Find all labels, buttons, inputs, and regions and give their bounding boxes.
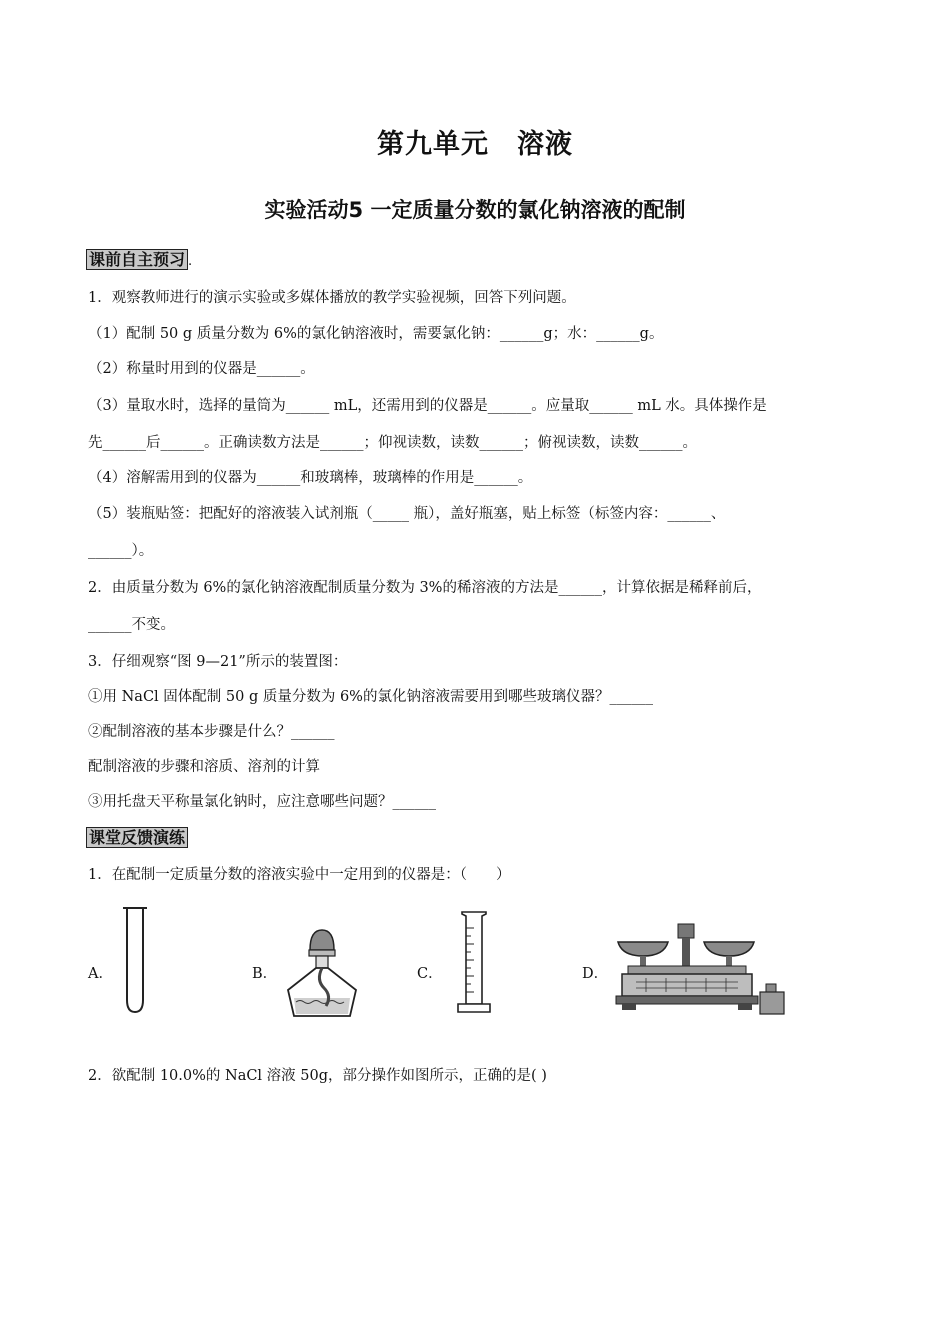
section-heading-practice: 课堂反馈演练	[86, 827, 188, 848]
page-subtitle: 实验活动5 一定质量分数的氯化钠溶液的配制	[264, 198, 686, 222]
preview-line-3: （2）称量时用到的仪器是______。	[88, 361, 315, 377]
preview-line-10: ______不变。	[88, 617, 175, 633]
preview-line-15: ③用托盘天平称量氯化钠时，应注意哪些问题？______	[88, 794, 436, 810]
preview-line-2: （1）配制 50 g 质量分数为 6%的氯化钠溶液时，需要氯化钠：______g；水：______g。	[88, 326, 664, 342]
section-heading-dot: .	[188, 254, 193, 269]
option-b-label: B．	[252, 966, 278, 982]
section-practice	[86, 828, 188, 848]
option-c-label: C．	[417, 966, 443, 982]
preview-line-11: 3．仔细观察“图 9—21”所示的装置图：	[88, 654, 348, 670]
option-d-label: D．	[582, 966, 609, 982]
graduated-cylinder-icon	[454, 908, 494, 1020]
preview-line-5: 先______后______。正确读数方法是______；仰视读数，读数______；俯视读数，读数______。	[88, 435, 697, 451]
preview-line-8: ______）。	[88, 543, 154, 559]
preview-line-9: 2．由质量分数为 6%的氯化钠溶液配制质量分数为 3%的稀溶液的方法是______，计算依据是稀释前后，	[88, 580, 762, 596]
preview-line-1: 1．观察教师进行的演示实验或多媒体播放的教学实验视频，回答下列问题。	[88, 290, 576, 306]
preview-line-6: （4）溶解需用到的仪器为______和玻璃棒，玻璃棒的作用是______。	[88, 470, 533, 486]
alcohol-lamp-icon	[282, 928, 362, 1020]
practice-question-2: 2．欲配制 10.0%的 NaCl 溶液 50g，部分操作如图所示，正确的是( )	[88, 1068, 547, 1084]
practice-question-1: 1．在配制一定质量分数的溶液实验中一定用到的仪器是：（ ）	[88, 867, 511, 883]
preview-line-4: （3）量取水时，选择的量筒为______ mL，还需用到的仪器是______。应量取______ mL 水。具体操作是	[88, 398, 767, 414]
preview-line-12: ①用 NaCl 固体配制 50 g 质量分数为 6%的氯化钠溶液需要用到哪些玻璃仪器？______	[88, 689, 653, 705]
balance-icon	[612, 920, 792, 1016]
preview-line-13: ②配制溶液的基本步骤是什么？______	[88, 724, 335, 740]
preview-line-7: （5）装瓶贴签：把配好的溶液装入试剂瓶（_____ 瓶），盖好瓶塞，贴上标签（标签内容：______、	[88, 506, 726, 522]
section-preview	[86, 250, 192, 270]
test-tube-icon	[118, 904, 152, 1016]
section-heading-preview: 课前自主预习	[86, 249, 188, 270]
preview-line-14: 配制溶液的步骤和溶质、溶剂的计算	[88, 759, 320, 775]
page-title: 第九单元 溶液	[377, 129, 573, 160]
option-a-label: A．	[88, 966, 113, 982]
